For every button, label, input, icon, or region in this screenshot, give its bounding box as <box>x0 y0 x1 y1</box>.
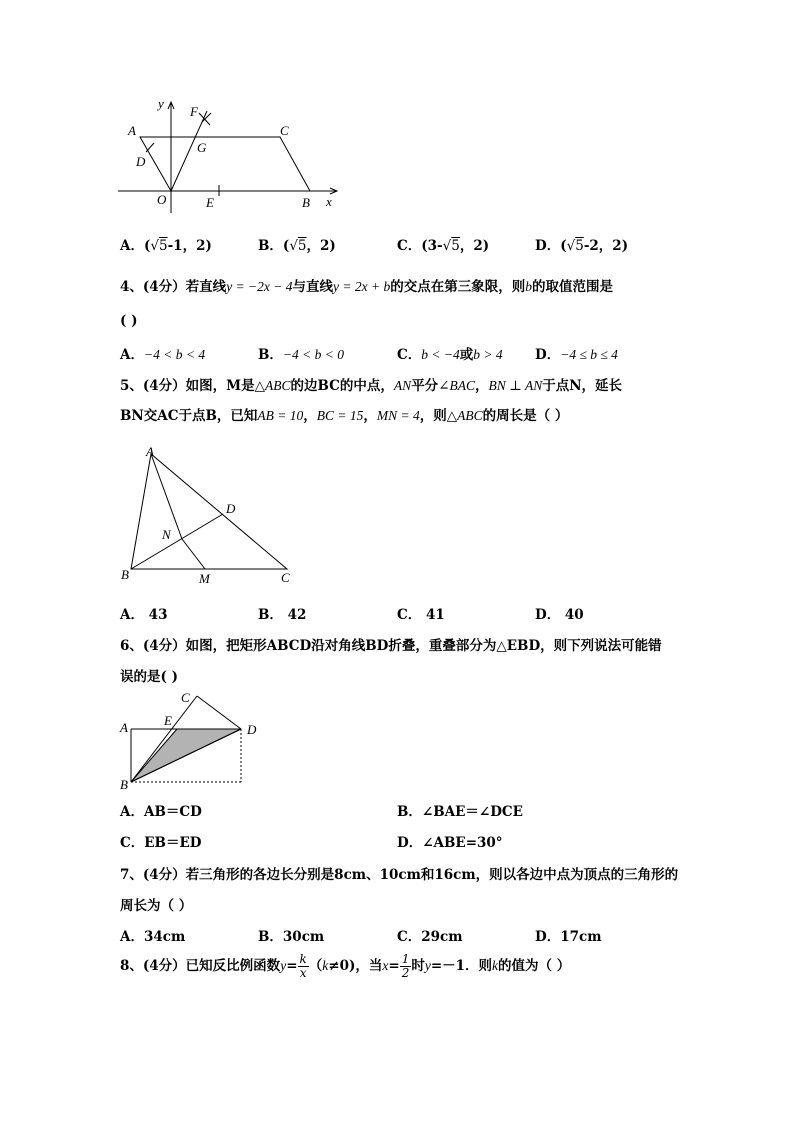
label-b: B <box>121 567 129 582</box>
label-c: C <box>280 123 289 138</box>
q3-option-c[interactable]: C．(3-√5，2) <box>397 238 490 254</box>
q4-option-b[interactable]: B．−4 < b < 0 <box>258 347 345 363</box>
q5-option-c[interactable]: C． 41 <box>397 607 445 623</box>
q4-option-d[interactable]: D．−4 ≤ b ≤ 4 <box>535 347 618 363</box>
q5-stem-line1: 5、(4分）如图，M是△ABC的边BC的中点，AN平分∠BAC，BN ⊥ AN于点N，延长 <box>120 378 623 394</box>
fraction-k-over-x: $\frac{k}{x}$ <box>299 952 307 980</box>
q5-option-b[interactable]: B． 42 <box>258 607 307 623</box>
q7-option-b[interactable]: B．30cm <box>258 929 325 945</box>
q3-option-b[interactable]: B．(√5，2) <box>258 238 336 254</box>
label-e: E <box>206 195 214 210</box>
label-a: A <box>146 444 154 459</box>
label-a: A <box>128 123 136 138</box>
q8-stem: 8、(4分）已知反比例函数y= $\frac{k}{x}$ （k≠0)，当x= $\frac{1}{2}$ 时y=－1．则k的值为（ ） <box>120 952 571 980</box>
q4-answer-blank: ( ) <box>120 313 138 329</box>
q6-option-d[interactable]: D．∠ABE=30° <box>397 835 503 851</box>
q7-option-c[interactable]: C．29cm <box>397 929 463 945</box>
q7-stem-line1: 7、(4分）若三角形的各边长分别是8cm、10cm和16cm，则以各边中点为顶点的三角形的 <box>120 867 679 883</box>
label-e: E <box>164 713 172 728</box>
q5-option-a[interactable]: A． 43 <box>120 607 168 623</box>
q6-stem-line1: 6、(4分）如图，把矩形ABCD沿对角线BD折叠，重叠部分为△EBD，则下列说法可能错 <box>120 638 662 654</box>
q3-option-d[interactable]: D．(√5-2，2) <box>535 238 629 254</box>
q6-option-b[interactable]: B．∠BAE＝∠DCE <box>397 804 523 820</box>
label-n: N <box>162 527 171 542</box>
q7-option-a[interactable]: A．34cm <box>120 929 186 945</box>
label-b: B <box>120 777 128 792</box>
q7-stem-line2: 周长为（ ） <box>120 898 193 914</box>
q6-option-c[interactable]: C．EB＝ED <box>120 835 202 851</box>
label-c: C <box>281 570 290 585</box>
q6-stem-line2: 误的是( ) <box>120 669 178 685</box>
label-g: G <box>197 140 207 155</box>
label-y: y <box>158 96 164 111</box>
label-o: O <box>157 192 167 207</box>
label-d: D <box>226 501 236 516</box>
label-b: B <box>302 195 310 210</box>
label-a: A <box>120 720 128 735</box>
q5-option-d[interactable]: D． 40 <box>535 607 584 623</box>
label-f: F <box>190 104 198 119</box>
label-d: D <box>247 722 257 737</box>
folded-cd <box>197 696 241 729</box>
label-m: M <box>199 571 210 586</box>
label-x: x <box>326 194 332 209</box>
label-c: C <box>181 690 190 705</box>
q5-stem-line2: BN交AC于点B，已知AB = 10，BC = 15，MN = 4，则△ABC的周长是（ ） <box>120 408 569 424</box>
q3-option-a[interactable]: A．(√5-1，2) <box>120 238 212 254</box>
q7-option-d[interactable]: D．17cm <box>535 929 602 945</box>
q4-option-a[interactable]: A．−4 < b < 4 <box>120 347 206 363</box>
fraction-one-half: $\frac{1}{2}$ <box>401 952 410 980</box>
label-d: D <box>136 154 146 169</box>
q4-stem: 4、(4分）若直线y = −2x − 4与直线y = 2x + b的交点在第三象限，则b的取值范围是 <box>120 279 613 295</box>
q4-option-c[interactable]: C．b < −4或b > 4 <box>397 347 503 363</box>
q6-option-a[interactable]: A．AB＝CD <box>120 804 202 820</box>
